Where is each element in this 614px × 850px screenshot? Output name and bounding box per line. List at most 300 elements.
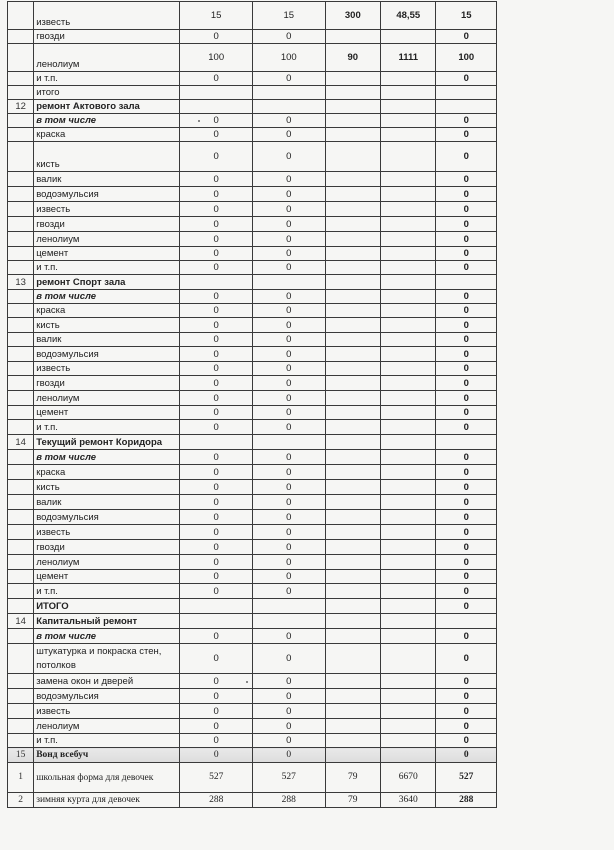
value-cell-v2: 0 — [252, 510, 325, 525]
value-cell-v5: 0 — [436, 406, 497, 420]
row-number-cell — [8, 584, 34, 599]
table-row — [8, 261, 497, 275]
value-cell-v3 — [325, 450, 380, 465]
item-label-cell: цемент — [34, 406, 180, 420]
row-number-cell: 15 — [8, 748, 34, 763]
item-label-cell: ИТОГО — [34, 599, 180, 614]
value-cell-v4 — [381, 599, 436, 614]
value-cell-v5: 0 — [436, 599, 497, 614]
row-number-cell — [8, 72, 34, 86]
row-number-cell — [8, 704, 34, 719]
value-cell-v4 — [381, 114, 436, 128]
value-cell-v2 — [252, 614, 325, 629]
value-cell-v5: 0 — [436, 495, 497, 510]
value-cell-v5: 0 — [436, 347, 497, 362]
table-row — [8, 495, 497, 510]
value-cell-v1: 0 — [180, 362, 253, 376]
value-cell-v1: 0 — [180, 465, 253, 480]
table-row — [8, 465, 497, 480]
item-label-cell: в том числе — [34, 290, 180, 304]
item-label-cell: в том числе — [34, 114, 180, 128]
value-cell-v2 — [252, 275, 325, 290]
value-cell-v3 — [325, 719, 380, 734]
value-cell-v3 — [325, 114, 380, 128]
row-number-cell — [8, 142, 34, 172]
value-cell-v1: 0 — [180, 333, 253, 347]
value-cell-v5: 0 — [436, 704, 497, 719]
row-number-cell — [8, 333, 34, 347]
value-cell-v2: 0 — [252, 719, 325, 734]
value-cell-v3 — [325, 86, 380, 100]
value-cell-v2: 0 — [252, 318, 325, 333]
item-label-cell: краска — [34, 128, 180, 142]
table-row — [8, 318, 497, 333]
value-cell-v4 — [381, 333, 436, 347]
item-label-cell: и т.п. — [34, 734, 180, 748]
value-cell-v1: 288 — [180, 793, 253, 808]
value-cell-v3 — [325, 540, 380, 555]
value-cell-v4 — [381, 30, 436, 44]
table-row — [8, 290, 497, 304]
value-cell-v5 — [436, 275, 497, 290]
item-label-cell: водоэмульсия — [34, 187, 180, 202]
value-cell-v5 — [436, 86, 497, 100]
value-cell-v2 — [252, 100, 325, 114]
value-cell-v3 — [325, 100, 380, 114]
value-cell-v2: 0 — [252, 584, 325, 599]
value-cell-v4 — [381, 318, 436, 333]
value-cell-v1: 0 — [180, 128, 253, 142]
row-number-cell — [8, 232, 34, 247]
value-cell-v2: 0 — [252, 232, 325, 247]
row-number-cell — [8, 391, 34, 406]
value-cell-v4 — [381, 480, 436, 495]
value-cell-v5: 0 — [436, 674, 497, 689]
value-cell-v1: 0 — [180, 480, 253, 495]
value-cell-v2: 0 — [252, 465, 325, 480]
table-row — [8, 599, 497, 614]
value-cell-v1: 0 — [180, 172, 253, 187]
row-number-cell — [8, 114, 34, 128]
item-label-cell: водоэмульсия — [34, 510, 180, 525]
value-cell-v1: 0 — [180, 30, 253, 44]
value-cell-v3 — [325, 614, 380, 629]
value-cell-v1 — [180, 86, 253, 100]
value-cell-v2 — [252, 599, 325, 614]
value-cell-v1: 0 — [180, 704, 253, 719]
table-row — [8, 172, 497, 187]
value-cell-v2: 0 — [252, 644, 325, 674]
row-number-cell — [8, 44, 34, 72]
value-cell-v1: 0 — [180, 318, 253, 333]
value-cell-v2: 0 — [252, 540, 325, 555]
row-number-cell — [8, 689, 34, 704]
item-label-cell: Вонд всебуч — [34, 748, 180, 763]
row-number-cell: 14 — [8, 435, 34, 450]
value-cell-v2: 0 — [252, 362, 325, 376]
value-cell-v3 — [325, 435, 380, 450]
value-cell-v3 — [325, 202, 380, 217]
value-cell-v4 — [381, 629, 436, 644]
item-label-cell: водоэмульсия — [34, 689, 180, 704]
table-row — [8, 674, 497, 689]
value-cell-v3 — [325, 172, 380, 187]
value-cell-v3 — [325, 734, 380, 748]
value-cell-v2: 0 — [252, 748, 325, 763]
value-cell-v1: 0 — [180, 540, 253, 555]
row-number-cell — [8, 510, 34, 525]
item-label-cell: известь — [34, 2, 180, 30]
table-row — [8, 202, 497, 217]
value-cell-v5: 0 — [436, 629, 497, 644]
value-cell-v3 — [325, 555, 380, 570]
value-cell-v5: 0 — [436, 748, 497, 763]
value-cell-v1: 0 — [180, 304, 253, 318]
value-cell-v4 — [381, 540, 436, 555]
value-cell-v5: 0 — [436, 128, 497, 142]
value-cell-v5: 0 — [436, 644, 497, 674]
value-cell-v1 — [180, 275, 253, 290]
item-label-cell: зимняя курта для девочек — [34, 793, 180, 808]
value-cell-v2: 0 — [252, 114, 325, 128]
row-number-cell — [8, 525, 34, 540]
value-cell-v3 — [325, 525, 380, 540]
value-cell-v5: 0 — [436, 114, 497, 128]
item-label-cell: цемент — [34, 247, 180, 261]
table-row — [8, 362, 497, 376]
value-cell-v5: 0 — [436, 420, 497, 435]
item-label-cell: Текущий ремонт Коридора — [34, 435, 180, 450]
value-cell-v1: 0 — [180, 570, 253, 584]
row-number-cell: 13 — [8, 275, 34, 290]
value-cell-v4: 3640 — [381, 793, 436, 808]
row-number-cell — [8, 719, 34, 734]
item-label-cell: итого — [34, 86, 180, 100]
value-cell-v1: 0 — [180, 510, 253, 525]
item-label-cell: известь — [34, 525, 180, 540]
row-number-cell — [8, 599, 34, 614]
value-cell-v2: 0 — [252, 261, 325, 275]
value-cell-v2: 0 — [252, 450, 325, 465]
value-cell-v3 — [325, 232, 380, 247]
value-cell-v1: 0 — [180, 347, 253, 362]
value-cell-v4 — [381, 275, 436, 290]
value-cell-v4 — [381, 734, 436, 748]
value-cell-v4 — [381, 555, 436, 570]
value-cell-v1: 0 — [180, 142, 253, 172]
value-cell-v4 — [381, 525, 436, 540]
budget-table — [7, 1, 497, 808]
value-cell-v3 — [325, 420, 380, 435]
item-label-cell: и т.п. — [34, 420, 180, 435]
item-label-cell: ленолиум — [34, 555, 180, 570]
value-cell-v1: 15 — [180, 2, 253, 30]
table-row — [8, 304, 497, 318]
value-cell-v3: 79 — [325, 793, 380, 808]
value-cell-v4: 6670 — [381, 763, 436, 793]
value-cell-v4: 1111 — [381, 44, 436, 72]
value-cell-v4 — [381, 86, 436, 100]
value-cell-v5: 0 — [436, 510, 497, 525]
value-cell-v4 — [381, 247, 436, 261]
value-cell-v5: 15 — [436, 2, 497, 30]
item-label-cell: валик — [34, 333, 180, 347]
value-cell-v4 — [381, 347, 436, 362]
value-cell-v2: 0 — [252, 391, 325, 406]
value-cell-v2: 0 — [252, 525, 325, 540]
value-cell-v1: 0 — [180, 555, 253, 570]
value-cell-v1: 0 — [180, 674, 253, 689]
row-number-cell — [8, 450, 34, 465]
value-cell-v4 — [381, 128, 436, 142]
item-label-cell: Капитальный ремонт — [34, 614, 180, 629]
value-cell-v1: 0 — [180, 734, 253, 748]
value-cell-v4 — [381, 72, 436, 86]
value-cell-v2: 0 — [252, 689, 325, 704]
value-cell-v3 — [325, 406, 380, 420]
value-cell-v2: 0 — [252, 172, 325, 187]
value-cell-v1 — [180, 100, 253, 114]
value-cell-v3 — [325, 187, 380, 202]
value-cell-v3 — [325, 391, 380, 406]
value-cell-v5: 0 — [436, 30, 497, 44]
value-cell-v5: 0 — [436, 261, 497, 275]
row-number-cell — [8, 420, 34, 435]
value-cell-v5: 0 — [436, 465, 497, 480]
value-cell-v5: 0 — [436, 72, 497, 86]
item-label-cell: ленолиум — [34, 391, 180, 406]
value-cell-v5: 0 — [436, 525, 497, 540]
value-cell-v5: 0 — [436, 376, 497, 391]
table-row — [8, 44, 497, 72]
row-number-cell — [8, 128, 34, 142]
ink-dot — [246, 681, 248, 683]
row-number-cell — [8, 86, 34, 100]
value-cell-v5: 527 — [436, 763, 497, 793]
value-cell-v4 — [381, 100, 436, 114]
value-cell-v3 — [325, 704, 380, 719]
row-number-cell — [8, 674, 34, 689]
value-cell-v1: 0 — [180, 247, 253, 261]
table-row — [8, 406, 497, 420]
table-row — [8, 450, 497, 465]
value-cell-v2: 0 — [252, 420, 325, 435]
value-cell-v3 — [325, 318, 380, 333]
table-row — [8, 644, 497, 674]
value-cell-v5: 0 — [436, 187, 497, 202]
value-cell-v5: 0 — [436, 450, 497, 465]
value-cell-v4 — [381, 465, 436, 480]
value-cell-v2 — [252, 435, 325, 450]
item-label-cell: школьная форма для девочек — [34, 763, 180, 793]
value-cell-v3 — [325, 495, 380, 510]
value-cell-v5: 288 — [436, 793, 497, 808]
row-number-cell — [8, 318, 34, 333]
item-label-cell: водоэмульсия — [34, 347, 180, 362]
table-row — [8, 719, 497, 734]
value-cell-v4 — [381, 261, 436, 275]
table-row — [8, 629, 497, 644]
value-cell-v2: 0 — [252, 406, 325, 420]
value-cell-v3 — [325, 333, 380, 347]
row-number-cell — [8, 172, 34, 187]
row-number-cell — [8, 187, 34, 202]
table-row — [8, 704, 497, 719]
table-row — [8, 525, 497, 540]
table-row — [8, 232, 497, 247]
value-cell-v3 — [325, 629, 380, 644]
table-row — [8, 540, 497, 555]
value-cell-v5: 0 — [436, 540, 497, 555]
item-label-cell: ленолиум — [34, 44, 180, 72]
value-cell-v1: 0 — [180, 495, 253, 510]
value-cell-v5: 100 — [436, 44, 497, 72]
value-cell-v4 — [381, 570, 436, 584]
value-cell-v4 — [381, 689, 436, 704]
value-cell-v2: 0 — [252, 376, 325, 391]
value-cell-v1: 0 — [180, 450, 253, 465]
value-cell-v3 — [325, 599, 380, 614]
row-number-cell — [8, 540, 34, 555]
row-number-cell — [8, 30, 34, 44]
table-row — [8, 2, 497, 30]
value-cell-v5: 0 — [436, 304, 497, 318]
value-cell-v1: 0 — [180, 584, 253, 599]
value-cell-v2: 15 — [252, 2, 325, 30]
value-cell-v4 — [381, 674, 436, 689]
value-cell-v4 — [381, 202, 436, 217]
value-cell-v4 — [381, 391, 436, 406]
table-row — [8, 734, 497, 748]
item-label-cell: валик — [34, 172, 180, 187]
value-cell-v3 — [325, 674, 380, 689]
table-row — [8, 689, 497, 704]
table-row — [8, 333, 497, 347]
table-row — [8, 217, 497, 232]
value-cell-v3 — [325, 142, 380, 172]
table-row — [8, 30, 497, 44]
value-cell-v3: 300 — [325, 2, 380, 30]
value-cell-v2: 0 — [252, 629, 325, 644]
value-cell-v2: 0 — [252, 187, 325, 202]
value-cell-v5: 0 — [436, 232, 497, 247]
row-number-cell — [8, 465, 34, 480]
row-number-cell — [8, 629, 34, 644]
value-cell-v1: 0 — [180, 261, 253, 275]
table-row — [8, 275, 497, 290]
value-cell-v2: 288 — [252, 793, 325, 808]
budget-table-body — [8, 2, 497, 808]
item-label-cell: гвозди — [34, 30, 180, 44]
row-number-cell — [8, 376, 34, 391]
value-cell-v1 — [180, 599, 253, 614]
value-cell-v2: 0 — [252, 674, 325, 689]
value-cell-v1: 0 — [180, 72, 253, 86]
table-row — [8, 748, 497, 763]
row-number-cell — [8, 304, 34, 318]
table-row — [8, 72, 497, 86]
value-cell-v3 — [325, 584, 380, 599]
item-label-cell: ремонт Спорт зала — [34, 275, 180, 290]
item-label-cell: и т.п. — [34, 72, 180, 86]
item-label-cell: в том числе — [34, 450, 180, 465]
value-cell-v1: 0 — [180, 187, 253, 202]
value-cell-v1: 0 — [180, 406, 253, 420]
value-cell-v1 — [180, 614, 253, 629]
value-cell-v3 — [325, 570, 380, 584]
value-cell-v4 — [381, 232, 436, 247]
table-row — [8, 247, 497, 261]
value-cell-v1: 0 — [180, 232, 253, 247]
value-cell-v3 — [325, 376, 380, 391]
row-number-cell — [8, 217, 34, 232]
value-cell-v5: 0 — [436, 217, 497, 232]
table-row — [8, 584, 497, 599]
row-number-cell — [8, 406, 34, 420]
value-cell-v5: 0 — [436, 391, 497, 406]
item-label-cell: цемент — [34, 570, 180, 584]
value-cell-v4 — [381, 704, 436, 719]
value-cell-v1: 0 — [180, 420, 253, 435]
table-row — [8, 391, 497, 406]
table-row — [8, 435, 497, 450]
value-cell-v3 — [325, 465, 380, 480]
value-cell-v2: 0 — [252, 704, 325, 719]
value-cell-v1: 0 — [180, 114, 253, 128]
value-cell-v4: 48,55 — [381, 2, 436, 30]
row-number-cell — [8, 555, 34, 570]
table-row — [8, 100, 497, 114]
value-cell-v4 — [381, 435, 436, 450]
table-row — [8, 570, 497, 584]
value-cell-v5: 0 — [436, 318, 497, 333]
value-cell-v4 — [381, 217, 436, 232]
value-cell-v1: 0 — [180, 376, 253, 391]
table-row — [8, 128, 497, 142]
item-label-cell: известь — [34, 704, 180, 719]
item-label-cell: известь — [34, 362, 180, 376]
value-cell-v3 — [325, 480, 380, 495]
value-cell-v3 — [325, 362, 380, 376]
item-label-cell: гвозди — [34, 376, 180, 391]
table-row — [8, 555, 497, 570]
value-cell-v2: 0 — [252, 202, 325, 217]
row-number-cell — [8, 480, 34, 495]
value-cell-v2: 0 — [252, 217, 325, 232]
value-cell-v3 — [325, 217, 380, 232]
value-cell-v3 — [325, 275, 380, 290]
table-row — [8, 187, 497, 202]
value-cell-v5: 0 — [436, 734, 497, 748]
value-cell-v5: 0 — [436, 142, 497, 172]
value-cell-v5: 0 — [436, 333, 497, 347]
value-cell-v5: 0 — [436, 202, 497, 217]
item-label-cell: краска — [34, 304, 180, 318]
row-number-cell: 1 — [8, 763, 34, 793]
value-cell-v4 — [381, 450, 436, 465]
value-cell-v3 — [325, 247, 380, 261]
item-label-cell: в том числе — [34, 629, 180, 644]
item-label-cell: ленолиум — [34, 719, 180, 734]
value-cell-v4 — [381, 748, 436, 763]
item-label-cell: известь — [34, 202, 180, 217]
table-row — [8, 420, 497, 435]
value-cell-v4 — [381, 495, 436, 510]
value-cell-v1 — [180, 435, 253, 450]
ink-dot — [198, 120, 200, 122]
value-cell-v4 — [381, 420, 436, 435]
item-label-cell: кисть — [34, 142, 180, 172]
